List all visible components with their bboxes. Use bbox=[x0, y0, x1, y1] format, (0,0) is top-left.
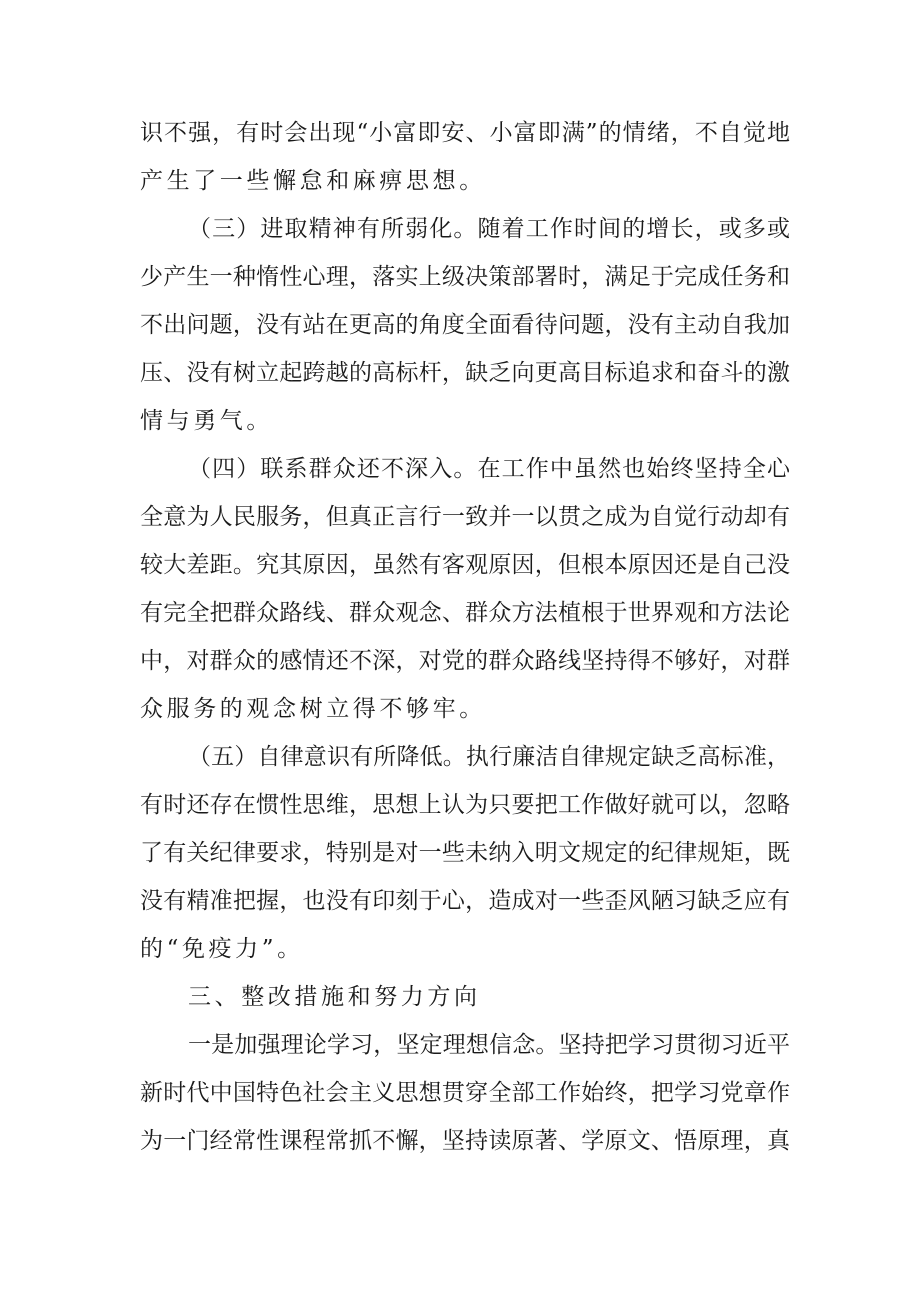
text-line: 不出问题，没有站在更高的角度全面看待问题，没有主动自我加 bbox=[140, 312, 790, 338]
text-line: 新时代中国特色社会主义思想贯穿全部工作始终，把学习党章作 bbox=[140, 1080, 790, 1106]
text-line: 少产生一种惰性心理，落实上级决策部署时，满足于完成任务和 bbox=[140, 264, 790, 290]
text-line: 没有精准把握，也没有印刻于心，造成对一些歪风陋习缺乏应有 bbox=[140, 888, 790, 914]
paragraph-start-line: （三）进取精神有所弱化。随着工作时间的增长，或多或 bbox=[188, 216, 790, 242]
text-line: 了有关纪律要求，特别是对一些未纳入明文规定的纪律规矩，既 bbox=[140, 840, 790, 866]
text-line: 有完全把群众路线、群众观念、群众方法植根于世界观和方法论 bbox=[140, 600, 790, 626]
text-line: 压、没有树立起跨越的高标杆，缺乏向更高目标追求和奋斗的激 bbox=[140, 360, 790, 386]
paragraph-start-line: 一是加强理论学习，坚定理想信念。坚持把学习贯彻习近平 bbox=[188, 1032, 790, 1058]
paragraph-start-line: （五）自律意识有所降低。执行廉洁自律规定缺乏高标准， bbox=[188, 744, 790, 770]
text-line: 有时还存在惯性思维，思想上认为只要把工作做好就可以，忽略 bbox=[140, 792, 790, 818]
text-line: 全意为人民服务，但真正言行一致并一以贯之成为自觉行动却有 bbox=[140, 504, 790, 530]
text-line: 产生了一些懈怠和麻痹思想。 bbox=[140, 168, 486, 194]
text-line: 的“免疫力”。 bbox=[140, 936, 304, 962]
text-line: 情与勇气。 bbox=[140, 408, 273, 434]
text-line: 为一门经常性课程常抓不懈，坚持读原著、学原文、悟原理，真 bbox=[140, 1128, 790, 1154]
section-heading: 三、整改措施和努力方向 bbox=[188, 984, 481, 1010]
text-line: 众服务的观念树立得不够牢。 bbox=[140, 696, 486, 722]
text-line: 较大差距。究其原因，虽然有客观原因，但根本原因还是自己没 bbox=[140, 552, 790, 578]
paragraph-start-line: （四）联系群众还不深入。在工作中虽然也始终坚持全心 bbox=[188, 456, 790, 482]
text-line: 识不强，有时会出现“小富即安、小富即满”的情绪，不自觉地 bbox=[140, 120, 790, 146]
text-line: 中，对群众的感情还不深，对党的群众路线坚持得不够好，对群 bbox=[140, 648, 790, 674]
